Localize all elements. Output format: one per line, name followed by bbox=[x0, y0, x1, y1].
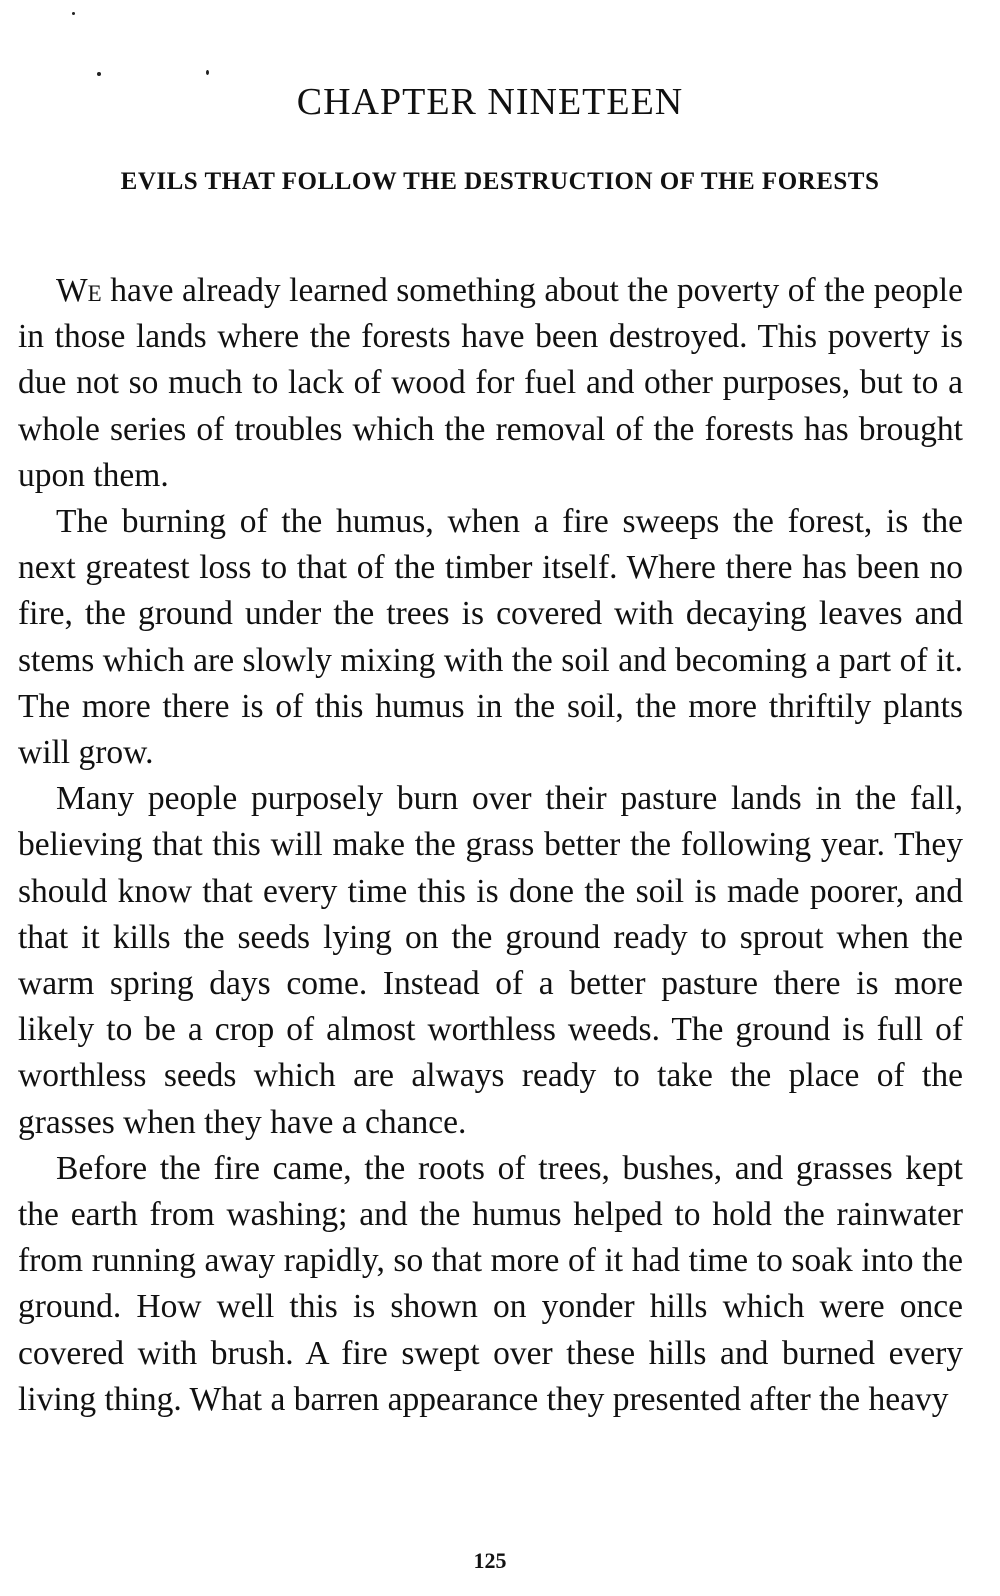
section-title: EVILS THAT FOLLOW THE DESTRUCTION OF THE FORESTS bbox=[120, 168, 880, 195]
scan-speck bbox=[206, 70, 209, 75]
paragraph-lead: We bbox=[56, 272, 102, 309]
paragraph bbox=[18, 1146, 963, 1423]
body-text bbox=[18, 268, 963, 1423]
paragraph bbox=[18, 268, 963, 499]
paragraph-text: have already learned something about the poverty of the people in those lands where the forests have been destroyed. This poverty is due not so much to lack of wood for fuel and other purposes, but to a whole series of troubles which the removal of the forests has brought upon them. bbox=[18, 272, 963, 494]
chapter-title: CHAPTER NINETEEN bbox=[296, 81, 684, 123]
scan-speck bbox=[97, 72, 101, 76]
paragraph bbox=[18, 776, 963, 1146]
paragraph-text: Many people purposely burn over their pasture lands in the fall, believing that this will make the grass better the following year. They should know that every time this is done the soil is made poorer, and that it kills the seeds lying on the ground ready to sprout when the warm spring days come. Instead of a better pasture there is more likely to be a crop of almost worthless weeds. The ground is full of worthless seeds which are always ready to take the place of the grasses when they have a chance. bbox=[18, 780, 963, 1141]
scan-speck bbox=[72, 12, 75, 15]
paragraph-text: Before the fire came, the roots of trees, bushes, and grasses kept the earth from washing; and the humus helped to hold the rainwater from running away rapidly, so that more of it had time to soak into the ground. How well this is shown on yonder hills which were once covered with brush. A fire swept over these hills and burned every living thing. What a barren appearance they presented after the heavy bbox=[18, 1149, 963, 1418]
paragraph bbox=[18, 499, 963, 776]
paragraph-text: The burning of the humus, when a fire sweeps the forest, is the next greatest loss to that of the timber itself. Where there has been no fire, the ground under the trees is covered with decaying leaves and stems which are slowly mixing with the soil and becoming a part of it. The more there is of this humus in the soil, the more thriftily plants will grow. bbox=[18, 503, 963, 772]
page-number: 125 bbox=[473, 1548, 507, 1573]
